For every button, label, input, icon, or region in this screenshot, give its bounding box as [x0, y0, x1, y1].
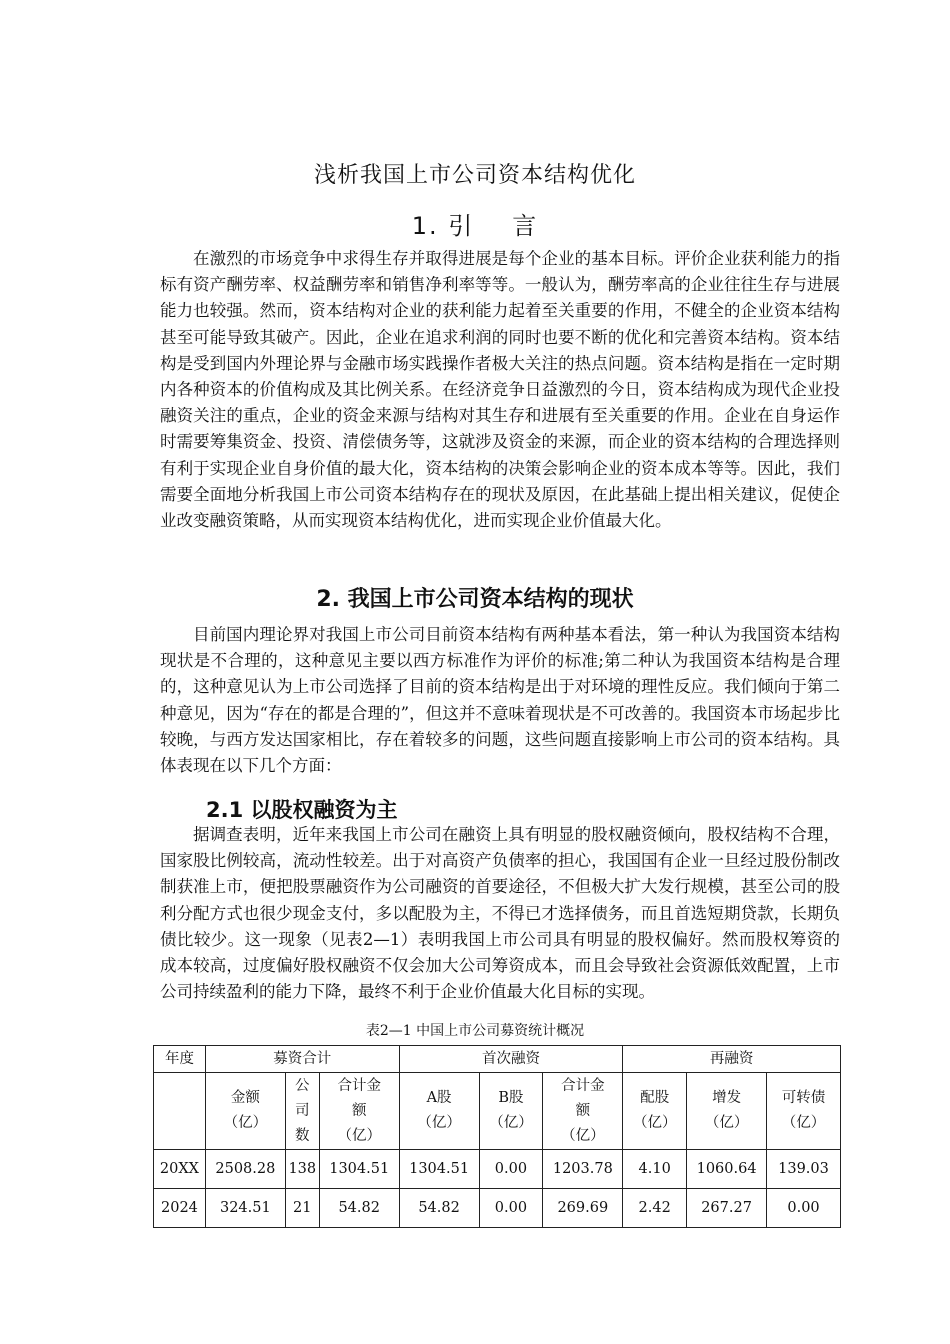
table-cell: 1203.78 [543, 1150, 623, 1189]
table-cell: 21 [285, 1189, 319, 1228]
section-heading-status: 2. 我国上市公司资本结构的现状 [316, 587, 634, 612]
header-total-raised: 募资合计 [205, 1046, 399, 1073]
table-cell: 4.10 [623, 1150, 687, 1189]
table-header-row [154, 1046, 841, 1073]
header-ipo: 首次融资 [399, 1046, 623, 1073]
table-cell: 2024 [154, 1189, 206, 1228]
table-row [154, 1150, 841, 1189]
table-cell: 1304.51 [319, 1150, 399, 1189]
table-cell: 54.82 [399, 1189, 479, 1228]
table-cell: 1060.64 [687, 1150, 767, 1189]
subheader-a-share: A股 （亿） [399, 1073, 479, 1150]
table-cell: 2508.28 [205, 1150, 285, 1189]
table-subheader-row [154, 1073, 841, 1150]
subheader-empty [154, 1073, 206, 1150]
table-cell: 2.42 [623, 1189, 687, 1228]
subheader-sum-amount-2: 合计金 额 （亿） [543, 1073, 623, 1150]
header-year: 年度 [154, 1046, 206, 1073]
table-caption: 表2—1 中国上市公司募资统计概况 [365, 1023, 585, 1039]
table-cell: 138 [285, 1150, 319, 1189]
section-title-char: 言 [512, 212, 539, 240]
table-cell: 267.27 [687, 1189, 767, 1228]
table-cell: 269.69 [543, 1189, 623, 1228]
table-cell: 0.00 [767, 1189, 841, 1228]
subheader-amount: 金额 （亿） [205, 1073, 285, 1150]
subheader-rights-issue: 配股 （亿） [623, 1073, 687, 1150]
subheader-sum-amount: 合计金 额 （亿） [319, 1073, 399, 1150]
table-row [154, 1189, 841, 1228]
table-cell: 139.03 [767, 1150, 841, 1189]
table-cell: 324.51 [205, 1189, 285, 1228]
table-cell: 1304.51 [399, 1150, 479, 1189]
section-title-char: 引 [448, 212, 475, 240]
table-cell: 20XX [154, 1150, 206, 1189]
status-paragraph: 目前国内理论界对我国上市公司目前资本结构有两种基本看法，第一种认为我国资本结构现状是不合理的，这种意见主要以西方标准作为评价的标准;第二种认为我国资本结构是合理的，这种意见认为上市公司选择了目前的资本结构是出于对环境的理性反应。我们倾向于第二种意见，因为“存在的都是合理的”，但这并不意味着现状是不可改善的。我国资本市场起步比较晚，与西方发达国家相比，存在着较多的问题，这些问题直接影响上市公司的资本结构。具体表现在以下几个方面： [160, 625, 840, 776]
subheader-companies: 公 司 数 [285, 1073, 319, 1150]
subheader-additional-issue: 增发 （亿） [687, 1073, 767, 1150]
table-cell: 0.00 [479, 1189, 543, 1228]
table-cell: 0.00 [479, 1150, 543, 1189]
introduction-paragraph: 在激烈的市场竞争中求得生存并取得进展是每个企业的基本目标。评价企业获利能力的指标有资产酬劳率、权益酬劳率和销售净利率等等。一般认为，酬劳率高的企业往往生存与进展能力也较强。然而，资本结构对企业的获利能力起着至关重要的作用，不健全的企业资本结构甚至可能导致其破产。因此，企业在追求利润的同时也要不断的优化和完善资本结构。资本结构是受到国内外理论界与金融市场实践操作者极大关注的热点问题。资本结构是指在一定时期内各种资本的价值构成及其比例关系。在经济竞争日益激烈的今日，资本结构成为现代企业投融资关注的重点，企业的资金来源与结构对其生存和进展有至关重要的作用。企业在自身运作时需要筹集资金、投资、清偿债务等，这就涉及资金的来源，而企业的资本结构的合理选择则有利于实现企业自身价值的最大化，资本结构的决策会影响企业的资本成本等等。因此，我们需要全面地分析我国上市公司资本结构存在的现状及原因，在此基础上提出相关建议，促使企业改变融资策略，从而实现资本结构优化，进而实现企业价值最大化。 [160, 249, 840, 531]
section-number: 1. [411, 212, 439, 240]
equity-paragraph: 据调查表明，近年来我国上市公司在融资上具有明显的股权融资倾向，股权结构不合理，国家股比例较高，流动性较差。出于对高资产负债率的担心，我国国有企业一旦经过股份制改制获准上市，便把股票融资作为公司融资的首要途径，不但极大扩大发行规模，甚至公司的股利分配方式也很少现金支付，多以配股为主，不得已才选择债务，而且首选短期贷款，长期负债比较少。这一现象（见表2—1）表明我国上市公司具有明显的股权偏好。然而股权筹资的成本较高，过度偏好股权融资不仅会加大公司筹资成本，而且会导致社会资源低效配置，上市公司持续盈利的能力下降，最终不利于企业价值最大化目标的实现。 [160, 825, 840, 1002]
section-heading-introduction [0, 206, 950, 241]
subheader-convertible: 可转债 （亿） [767, 1073, 841, 1150]
fundraising-table [153, 1045, 841, 1228]
subsection-heading-equity: 2.1 以股权融资为主 [206, 798, 398, 822]
header-refinancing: 再融资 [623, 1046, 841, 1073]
subheader-b-share: B股 （亿） [479, 1073, 543, 1150]
document-title: 浅析我国上市公司资本结构优化 [313, 163, 636, 188]
table-cell: 54.82 [319, 1189, 399, 1228]
